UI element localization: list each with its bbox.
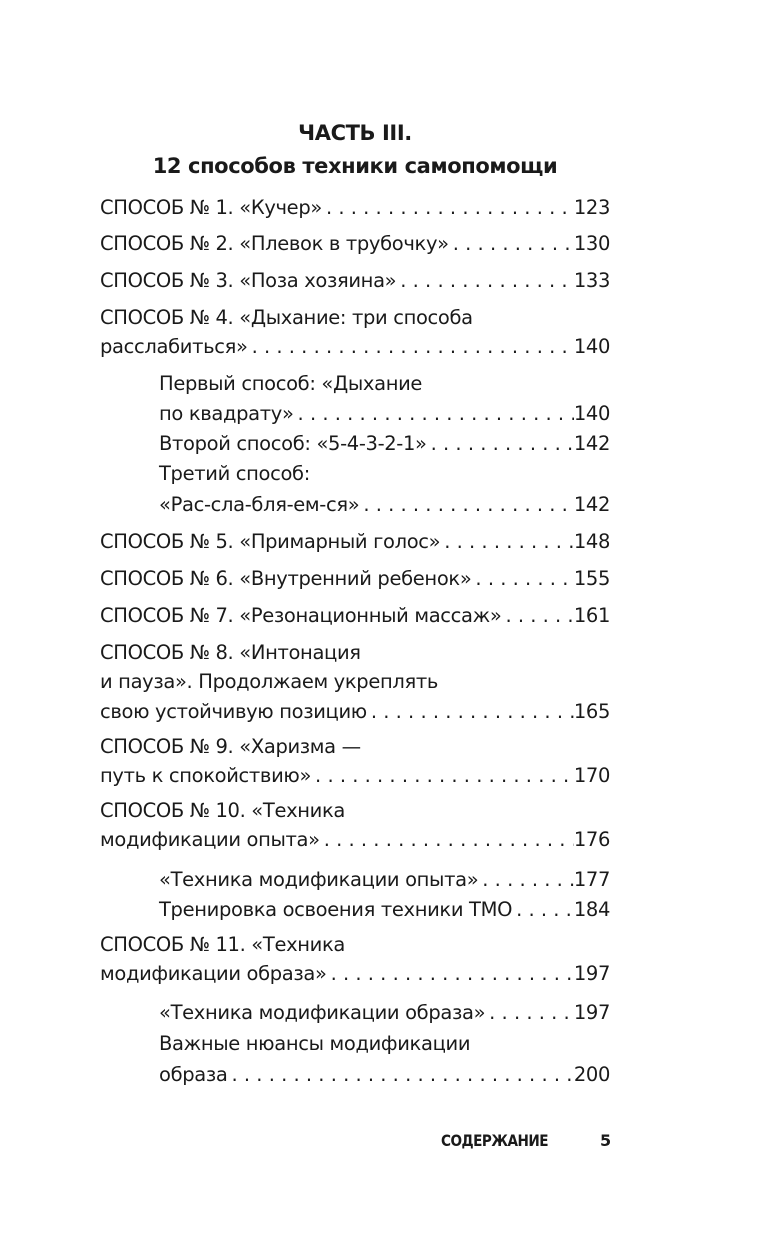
toc-page-number: 176	[573, 828, 610, 851]
page-number: 5	[600, 1131, 612, 1150]
toc-entry-method-4[interactable]	[100, 332, 610, 362]
toc-page-number: 140	[573, 402, 610, 425]
toc-entry-title: «Техника модификации опыта»	[159, 868, 479, 891]
dot-leader	[396, 266, 574, 296]
dot-leader	[440, 527, 574, 557]
toc-page-number: 165	[573, 700, 610, 723]
dot-leader	[367, 697, 574, 727]
toc-page-number: 140	[573, 335, 610, 358]
toc-entry-title: Тренировка освоения техники ТМО	[159, 898, 513, 921]
toc-entry-method-5[interactable]	[100, 527, 610, 557]
toc-entry-method-11-line-1[interactable]	[100, 930, 610, 960]
dot-leader	[294, 399, 574, 429]
toc-page-number: 148	[573, 530, 610, 553]
toc-page-number: 170	[573, 764, 610, 787]
toc-entry-method-6[interactable]	[100, 564, 610, 594]
toc-entry-method-8-line-2[interactable]	[100, 667, 610, 697]
toc-subentry-image-nuances[interactable]	[159, 1060, 610, 1090]
toc-subentry-image-modification[interactable]	[159, 998, 610, 1028]
toc-entry-method-11[interactable]	[100, 959, 610, 989]
toc-entry-method-3[interactable]	[100, 266, 610, 296]
toc-entry-title: «Техника модификации образа»	[159, 1001, 486, 1024]
toc-entry-method-10-line-1[interactable]	[100, 796, 610, 826]
toc-entry-title: модификации образа»	[100, 962, 327, 985]
toc-entry-title: свою устойчивую позицию	[100, 700, 367, 723]
toc-entry-title: СПОСОБ № 10. «Техника	[100, 799, 346, 822]
toc-entry-title: Второй способ: «5-4-3-2-1»	[159, 432, 427, 455]
toc-entry-title: СПОСОБ № 7. «Резонационный массаж»	[100, 604, 502, 627]
dot-leader	[501, 601, 573, 631]
dot-leader	[512, 895, 574, 925]
dot-leader	[471, 564, 573, 594]
toc-entry-title: Важные нюансы модификации	[159, 1032, 471, 1055]
toc-entry-method-7[interactable]	[100, 601, 610, 631]
toc-entry-title: расслабиться»	[100, 335, 248, 358]
toc-page-number: 197	[573, 1001, 610, 1024]
toc-entry-title: «Рас-сла-бля-ем-ся»	[159, 493, 360, 516]
toc-page-number: 133	[573, 269, 610, 292]
toc-entry-method-10[interactable]	[100, 825, 610, 855]
toc-entry-title: модификации опыта»	[100, 828, 320, 851]
toc-entry-title: СПОСОБ № 1. «Кучер»	[100, 196, 322, 219]
toc-entry-method-8-line-1[interactable]	[100, 638, 610, 668]
toc-subentry-first-way[interactable]	[159, 399, 610, 429]
toc-entry-title: СПОСОБ № 9. «Харизма —	[100, 735, 361, 758]
toc-page-number: 123	[573, 196, 610, 219]
toc-entry-title: Первый способ: «Дыхание	[159, 372, 423, 395]
toc-entry-title: СПОСОБ № 2. «Плевок в трубочку»	[100, 232, 449, 255]
toc-page-number: 177	[573, 868, 610, 891]
dot-leader	[485, 998, 574, 1028]
toc-entry-method-1[interactable]	[100, 193, 610, 223]
toc-subentry-first-way-line-1[interactable]	[159, 369, 610, 399]
toc-page-number: 161	[573, 604, 610, 627]
dot-leader	[359, 490, 574, 520]
toc-subentry-tmo-training[interactable]	[159, 895, 610, 925]
toc-entry-title: по квадрату»	[159, 402, 294, 425]
toc-page-number: 197	[573, 962, 610, 985]
toc-entry-title: СПОСОБ № 8. «Интонация	[100, 641, 361, 664]
toc-page-number: 142	[573, 432, 610, 455]
dot-leader	[322, 193, 574, 223]
dot-leader	[478, 865, 574, 895]
dot-leader	[427, 429, 574, 459]
running-footer-title: СОДЕРЖАНИЕ	[441, 1131, 549, 1150]
dot-leader	[327, 959, 574, 989]
toc-entry-title: СПОСОБ № 11. «Техника	[100, 933, 346, 956]
toc-page-number: 155	[573, 567, 610, 590]
toc-entry-method-4-line-1[interactable]	[100, 303, 610, 333]
toc-page-number: 130	[573, 232, 610, 255]
toc-entry-title: путь к спокойствию»	[100, 764, 312, 787]
toc-page-number: 142	[573, 493, 610, 516]
toc-page-number: 184	[573, 898, 610, 921]
dot-leader	[228, 1060, 574, 1090]
toc-entry-method-9[interactable]	[100, 761, 610, 791]
toc-subentry-image-nuances-line-1[interactable]	[159, 1029, 610, 1059]
toc-entry-title: и пауза». Продолжаем укреплять	[100, 670, 439, 693]
toc-page-number: 200	[573, 1063, 610, 1086]
dot-leader	[311, 761, 574, 791]
toc-entry-title: Третий способ:	[159, 462, 310, 485]
toc-entry-method-9-line-1[interactable]	[100, 732, 610, 762]
toc-entry-title: СПОСОБ № 4. «Дыхание: три способа	[100, 306, 473, 329]
toc-entry-method-8[interactable]	[100, 697, 610, 727]
dot-leader	[248, 332, 574, 362]
dot-leader	[449, 229, 574, 259]
part-title: ЧАСТЬ III.	[298, 121, 412, 145]
toc-entry-title: СПОСОБ № 5. «Примарный голос»	[100, 530, 441, 553]
part-subtitle: 12 способов техники самопомощи	[152, 154, 558, 178]
toc-subentry-third-way-line-1[interactable]	[159, 459, 610, 489]
dot-leader	[320, 825, 574, 855]
toc-entry-method-2[interactable]	[100, 229, 610, 259]
toc-subentry-second-way[interactable]	[159, 429, 610, 459]
toc-entry-title: СПОСОБ № 3. «Поза хозяина»	[100, 269, 397, 292]
toc-subentry-third-way[interactable]	[159, 490, 610, 520]
toc-subentry-experience-modification[interactable]	[159, 865, 610, 895]
toc-entry-title: образа	[159, 1063, 228, 1086]
toc-entry-title: СПОСОБ № 6. «Внутренний ребенок»	[100, 567, 472, 590]
